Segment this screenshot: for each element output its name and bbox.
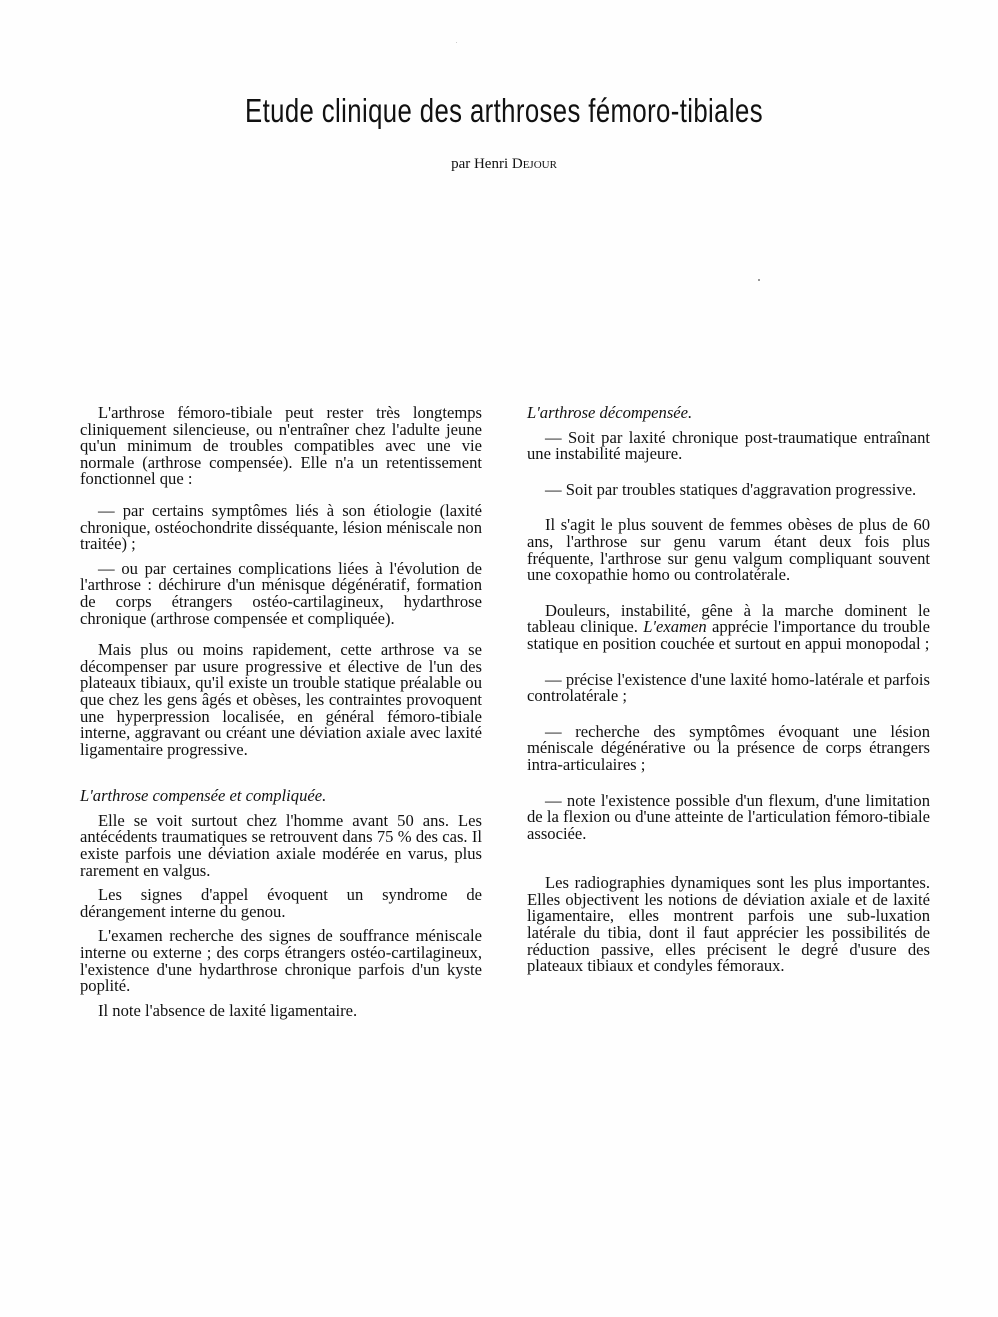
left-paragraph-3: — ou par certaines complications liées à l'évolution de l'arthrose : déchirure d'un ménisque dégénératif, formation de corps étrangers ostéo-cartilagineux, hydarthrose chronique (arthrose compensée et compliquée). <box>80 558 482 628</box>
right-paragraph-2: — Soit par troubles statiques d'aggravation progressive. <box>545 479 917 499</box>
left-paragraph-6: Les signes d'appel évoquent un syndrome de dérangement interne du genou. <box>80 885 482 921</box>
byline <box>0 156 998 173</box>
left-paragraph-7: L'examen recherche des signes de souffrance méniscale interne ou externe ; des corps étrangers ostéo-cartilagineux, l'existence d'une hydarthrose chronique parfois d'un kyste poplité. <box>80 926 482 996</box>
scan-speck <box>456 42 457 43</box>
right-paragraph-1: — Soit par laxité chronique post-traumatique entraînant une instabilité majeure. <box>527 427 930 464</box>
left-paragraph-2: — par certains symptômes liés à son étiologie (laxité chronique, ostéochondrite disséquante, lésion méniscale non traitée) ; <box>80 500 482 554</box>
left-paragraph-4: Mais plus ou moins rapidement, cette arthrose va se décompenser par usure progressive et élective de l'un des plateaux tibiaux, qu'il existe un trouble statique préalable ou que chez les gens âgés et obèses, les contraintes provoquent une hyperpression localisée, en général fémoro-tibiale interne, aggravant ou créant une déviation axiale avec laxité ligamentaire progressive. <box>80 640 482 759</box>
right-paragraph-4-italic: L'examen <box>643 617 707 637</box>
right-paragraph-4-start: Douleurs, instabilité, gêne à la marche dominent le tableau clinique. <box>527 600 930 637</box>
left-paragraph-5: Elle se voit surtout chez l'homme avant 50 ans. Les antécédents traumatiques se retrouvent dans 75 % des cas. Il existe parfois une déviation axiale modérée en varus, plus rarement en valgus. <box>80 810 482 880</box>
section-heading-decompensee: L'arthrose décompensée. <box>527 403 693 422</box>
section-heading-compensee: L'arthrose compensée et compliquée. <box>80 786 327 806</box>
right-paragraph-4 <box>527 600 930 653</box>
left-column <box>80 405 482 1019</box>
right-paragraph-8: Les radiographies dynamiques sont les plus importantes. Elles objectivent les notions de déviation axiale et de laxité ligamentaire, elles montrent parfois une sub-luxation latérale du tibia, dont il faut apprécier les possibilités de réduction passive, elles précisent le degré d'usure des plateaux tibiaux et condyles fémoraux. <box>527 873 930 976</box>
author-surname: Dejour <box>511 156 557 172</box>
byline-prefix: par Henri <box>451 156 509 172</box>
right-paragraph-5: — précise l'existence d'une laxité homo-latérale et parfois controlatérale ; <box>527 669 930 706</box>
right-paragraph-6: — recherche des symptômes évoquant une lésion méniscale dégénérative ou la présence de corps étrangers intra-articulaires ; <box>527 721 930 774</box>
right-paragraph-7: — note l'existence possible d'un flexum, d'une limitation de la flexion ou d'une atteinte de l'articulation fémoro-tibiale associée. <box>527 790 930 843</box>
right-paragraph-4-end: apprécie l'importance du trouble statique en position couchée et surtout en appui monopodal ; <box>527 617 930 653</box>
article-title: Etude clinique des arthroses fémoro-tibiales <box>245 92 763 129</box>
right-column <box>527 405 930 975</box>
left-paragraph-1: L'arthrose fémoro-tibiale peut rester très longtemps cliniquement silencieuse, ou n'entraîner chez l'adulte jeune qu'un minimum de troubles compatibles avec une vie normale (arthrose compensée). Elle n'a un retentissement fonctionnel que : <box>80 403 482 489</box>
right-paragraph-3: Il s'agit le plus souvent de femmes obèses de plus de 60 ans, l'arthrose sur genu varum étant deux fois plus fréquente, l'arthrose sur genu valgum compliquant souvent une coxopathie homo ou controlatérale. <box>527 515 930 585</box>
left-paragraph-8: Il note l'absence de laxité ligamentaire. <box>98 1000 358 1020</box>
scan-speck <box>758 279 760 281</box>
